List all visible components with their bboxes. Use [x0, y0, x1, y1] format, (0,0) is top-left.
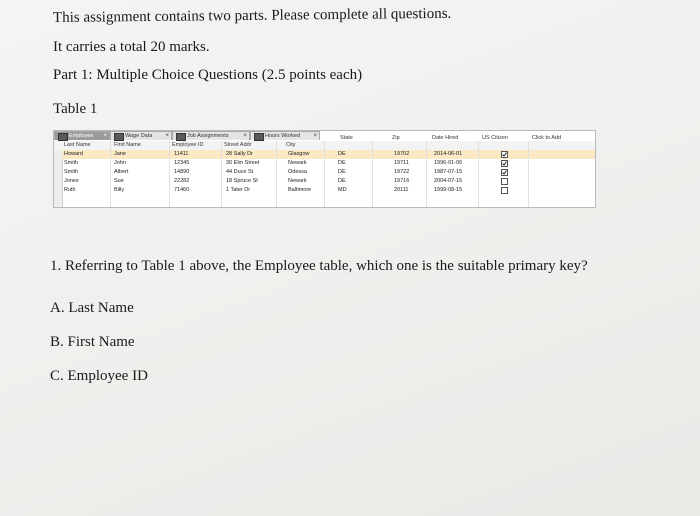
- table-cell-city[interactable]: Odessa: [288, 169, 307, 175]
- table-cell-state[interactable]: MD: [338, 187, 347, 193]
- column-header-state[interactable]: State: [340, 135, 353, 141]
- checkbox-checked[interactable]: [501, 160, 508, 167]
- table-cell-city[interactable]: Newark: [288, 160, 307, 166]
- table-cell-hired[interactable]: 2014-06-01: [434, 151, 463, 157]
- close-icon[interactable]: ×: [313, 133, 317, 139]
- table-cell-last[interactable]: Smith: [64, 160, 79, 166]
- column-divider: [169, 141, 170, 207]
- column-header-click-to-add[interactable]: Click to Add: [532, 135, 562, 141]
- table-cell-id[interactable]: 11411: [174, 151, 189, 157]
- table-caption: Table 1: [53, 101, 98, 117]
- table-cell-first[interactable]: Billy: [114, 187, 125, 193]
- table-cell-zip[interactable]: 19716: [394, 178, 410, 184]
- table-cell-street[interactable]: 28 Sally Dr: [226, 151, 253, 157]
- checkbox-checked[interactable]: [501, 169, 508, 176]
- checkbox-checked[interactable]: [501, 151, 508, 158]
- close-icon[interactable]: ×: [165, 133, 169, 139]
- checkbox-unchecked[interactable]: [501, 178, 508, 185]
- table-cell-city[interactable]: Newark: [288, 178, 307, 184]
- tab-label: Wage Data: [125, 133, 153, 139]
- table-cell-last[interactable]: Ruth: [64, 187, 76, 193]
- table-cell-street[interactable]: 30 Elm Street: [226, 160, 260, 166]
- table-cell-state[interactable]: DE: [338, 178, 346, 184]
- table-cell-last[interactable]: Jones: [64, 178, 79, 184]
- tab-hours-worked[interactable]: [250, 131, 320, 140]
- intro-line-2: It carries a total 20 marks.: [53, 39, 210, 55]
- column-header-street[interactable]: Street Addr: [224, 142, 252, 148]
- table-cell-id[interactable]: 12345: [174, 160, 190, 166]
- tab-label: Job Assignments: [187, 133, 229, 139]
- table-cell-hired[interactable]: 1996-01-06: [434, 160, 463, 166]
- table-cell-hired[interactable]: 1999-08-15: [434, 187, 463, 193]
- table-cell-street[interactable]: 18 Spruce St: [226, 178, 258, 184]
- checkmark-icon: [502, 161, 507, 166]
- employee-table-screenshot: [53, 130, 596, 208]
- table-cell-id[interactable]: 71460: [174, 187, 190, 193]
- intro-line-1: This assignment contains two parts. Please complete all questions.: [52, 5, 452, 26]
- table-cell-hired[interactable]: 1987-07-15: [434, 169, 463, 175]
- table-cell-street[interactable]: 44 Duce St: [226, 169, 254, 175]
- table-cell-hired[interactable]: 2004-07-15: [434, 178, 463, 184]
- tab-job-assignments[interactable]: [172, 131, 250, 140]
- table-cell-zip[interactable]: 19702: [394, 151, 410, 157]
- option-c[interactable]: C. Employee ID: [50, 368, 148, 384]
- column-divider: [324, 141, 325, 207]
- table-cell-zip[interactable]: 19722: [394, 169, 410, 175]
- table-cell-state[interactable]: DE: [338, 151, 346, 157]
- column-header-first-name[interactable]: First Name: [114, 142, 141, 148]
- column-divider: [110, 141, 111, 207]
- tab-wage-data[interactable]: [110, 131, 172, 140]
- tab-label: Employee: [69, 133, 94, 139]
- tab-label: Hours Worked: [265, 133, 301, 139]
- column-header-employee-id[interactable]: Employee ID: [172, 142, 204, 148]
- close-icon[interactable]: ×: [243, 133, 247, 139]
- table-cell-city[interactable]: Glasgow: [288, 151, 310, 157]
- column-divider: [276, 141, 277, 207]
- tab-employee[interactable]: [54, 131, 110, 140]
- checkbox-unchecked[interactable]: [501, 187, 508, 194]
- column-header-us-citizen[interactable]: US Citizen: [482, 135, 508, 141]
- column-header-city[interactable]: City: [286, 142, 296, 148]
- column-header-date-hired[interactable]: Date Hired: [432, 135, 459, 141]
- close-icon[interactable]: ×: [103, 133, 107, 139]
- table-cell-first[interactable]: Albert: [114, 169, 129, 175]
- table-cell-last[interactable]: Smith: [64, 169, 79, 175]
- table-cell-state[interactable]: DE: [338, 169, 346, 175]
- option-b[interactable]: B. First Name: [50, 334, 135, 350]
- table-cell-street[interactable]: 1 Tater Dr: [226, 187, 251, 193]
- table-cell-state[interactable]: DE: [338, 160, 346, 166]
- column-divider: [528, 141, 529, 207]
- column-divider: [221, 141, 222, 207]
- table-cell-id[interactable]: 22282: [174, 178, 190, 184]
- table-cell-last[interactable]: Howard: [64, 151, 83, 157]
- table-cell-first[interactable]: Sue: [114, 178, 124, 184]
- table-cell-zip[interactable]: 20111: [394, 187, 409, 193]
- selected-row-highlight: [62, 150, 595, 159]
- table-cell-id[interactable]: 14890: [174, 169, 190, 175]
- column-header-last-name[interactable]: Last Name: [64, 142, 91, 148]
- table-cell-first[interactable]: Jane: [114, 151, 126, 157]
- question-text: 1. Referring to Table 1 above, the Employee table, which one is the suitable primary key?: [50, 258, 588, 274]
- column-divider: [372, 141, 373, 207]
- column-divider: [426, 141, 427, 207]
- table-cell-first[interactable]: John: [114, 160, 126, 166]
- column-header-zip[interactable]: Zip: [392, 135, 400, 141]
- table-cell-city[interactable]: Baltimore: [288, 187, 312, 193]
- checkmark-icon: [502, 170, 507, 175]
- table-cell-zip[interactable]: 19711: [394, 160, 409, 166]
- option-a[interactable]: A. Last Name: [50, 300, 134, 316]
- part-heading: Part 1: Multiple Choice Questions (2.5 points each): [53, 67, 363, 83]
- column-divider: [478, 141, 479, 207]
- checkmark-icon: [502, 152, 507, 157]
